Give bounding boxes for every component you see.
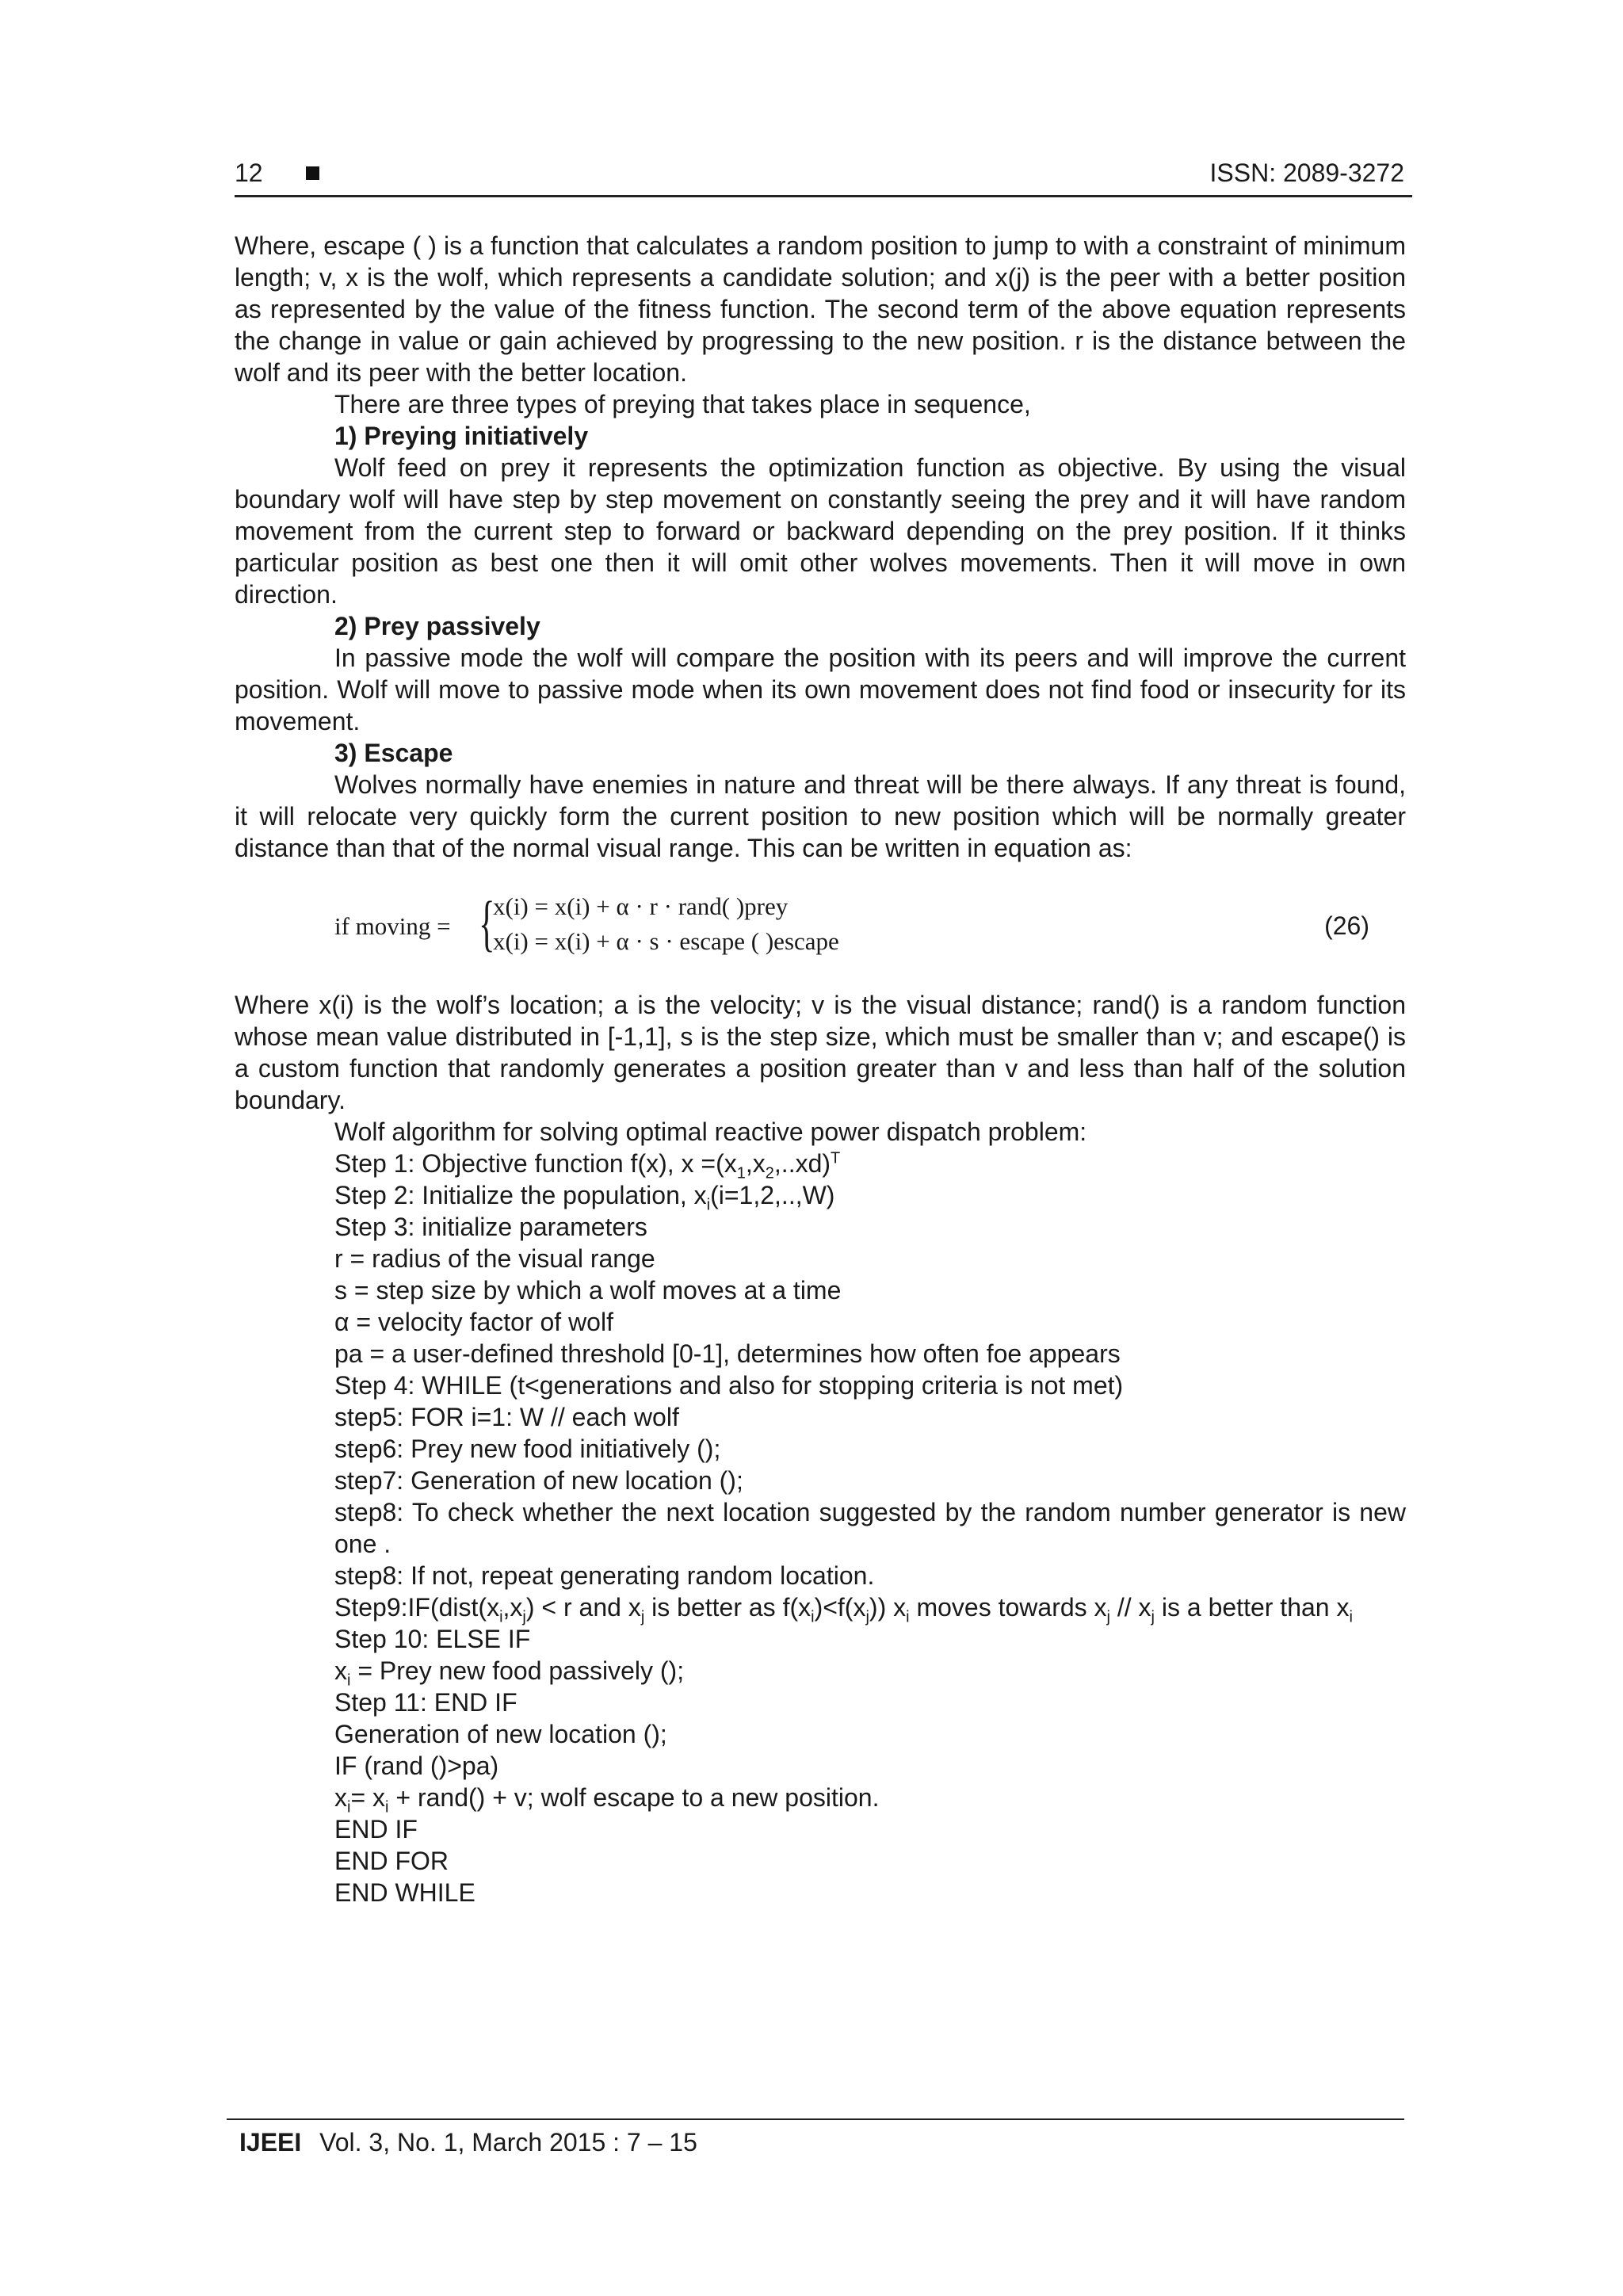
algorithm-step: r = radius of the visual range	[334, 1244, 655, 1273]
algorithm-step: Step 3: initialize parameters	[334, 1213, 647, 1241]
algorithm-title: Wolf algorithm for solving optimal reactive power dispatch problem:	[334, 1117, 1087, 1146]
algorithm-step: Step 2: Initialize the population, $x_i(i=1,2,..,W)$	[334, 1181, 835, 1214]
equation-26	[235, 880, 1406, 973]
equation-case-prey: x(i) = x(i) + α · r · rand( )prey	[493, 892, 789, 920]
algorithm-step: IF (rand ()>pa)	[334, 1752, 499, 1780]
issn-label: ISSN: 2089-3272	[1209, 158, 1404, 187]
algorithm-step: END WHILE	[334, 1878, 475, 1907]
paragraph: Wolf feed on prey it represents the optimization function as objective. By using the visual boundary wolf will have step by step movement on constantly seeing the prey and it will have random movement from the current step to forward or backward depending on the prey position. If it thinks particular position as best one then it will omit other wolves movements. Then it will move in own direction.	[235, 453, 1406, 609]
algorithm-step: Step 4: WHILE (t<generations and also for stopping criteria is not met)	[334, 1371, 1124, 1400]
running-header	[235, 152, 1404, 193]
paragraph: Where, escape ( ) is a function that calculates a random position to jump to with a constraint of minimum length; v, x is the wolf, which represents a candidate solution; and x(j) is the peer with a better position as represented by the value of the fitness function. The second term of the above equation represents the change in value or gain achieved by progressing to the new position. r is the distance between the wolf and its peer with the better location.	[235, 231, 1406, 387]
equation-brace: {	[479, 888, 495, 957]
section-heading: 3) Escape	[334, 739, 453, 767]
algorithm-step: Step 1: Objective function f(x), $x =(x_1,x_2,..xd)^T$	[334, 1149, 841, 1182]
citation: Vol. 3, No. 1, March 2015 : 7 – 15	[319, 2128, 697, 2157]
paragraph: Where x(i) is the wolf’s location; a is the velocity; v is the visual distance; rand() is a random function whose mean value distributed in [-1,1], s is the step size, which must be smaller than v; and escape() is a custom function that randomly generates a position greater than v and less than half of the solution boundary.	[235, 991, 1406, 1114]
algorithm-step: α = velocity factor of wolf	[334, 1308, 613, 1336]
paragraph: In passive mode the wolf will compare the position with its peers and will improve the current position. Wolf will move to passive mode when its own movement does not find food or insecurity for its movement.	[235, 644, 1406, 735]
algorithm-step: step6: Prey new food initiatively ();	[334, 1435, 721, 1463]
algorithm-step: step8: To check whether the next location suggested by the random number generator is new one .	[334, 1498, 1406, 1558]
algorithm-step: $x_i= x_i$ + rand() + v; wolf escape to a new position.	[334, 1783, 880, 1817]
header-rule	[235, 195, 1412, 197]
algorithm-step: $Step9:IF(dist(x_i,x_j) < r$ and $x_j$ is better as $f(x_i)<f(x_j)$) $x_i$ moves towards $x_j // x_j$ is a better than $x_i$	[334, 1593, 1353, 1626]
algorithm-block	[235, 1116, 1406, 1908]
algorithm-step: pa = a user-defined threshold [0-1], determines how often foe appears	[334, 1339, 1121, 1368]
running-footer	[239, 2126, 697, 2158]
section-heading: 1) Preying initiatively	[334, 422, 589, 450]
algorithm-step: s = step size by which a wolf moves at a time	[334, 1276, 842, 1305]
algorithm-step: Step 11: END IF	[334, 1688, 517, 1717]
equation-case-escape: x(i) = x(i) + α · s · escape ( )escape	[493, 927, 839, 955]
algorithm-step: step8: If not, repeat generating random location.	[334, 1561, 875, 1590]
algorithm-step: END FOR	[334, 1847, 449, 1875]
footer-rule	[227, 2118, 1404, 2120]
square-bullet-icon	[306, 166, 319, 180]
body-text	[235, 230, 1406, 1908]
algorithm-step: END IF	[334, 1815, 418, 1843]
paragraph: There are three types of preying that takes place in sequence,	[334, 390, 1031, 418]
algorithm-step: step5: FOR i=1: W // each wolf	[334, 1403, 679, 1431]
journal-name: IJEEI	[239, 2128, 302, 2157]
algorithm-step: $x_i$ = Prey new food passively ();	[334, 1656, 685, 1690]
page-number: 12	[235, 158, 263, 187]
algorithm-step: Step 10: ELSE IF	[334, 1625, 531, 1653]
algorithm-step: step7: Generation of new location ();	[334, 1466, 743, 1495]
equation-lhs: if moving =	[334, 912, 451, 940]
equation-number: (26)	[1324, 911, 1369, 940]
paragraph: Wolves normally have enemies in nature and threat will be there always. If any threat is found, it will relocate very quickly form the current position to new position which will be normally greater distance than that of the normal visual range. This can be written in equation as:	[235, 770, 1406, 862]
section-heading: 2) Prey passively	[334, 612, 540, 640]
algorithm-step: Generation of new location ();	[334, 1720, 667, 1748]
